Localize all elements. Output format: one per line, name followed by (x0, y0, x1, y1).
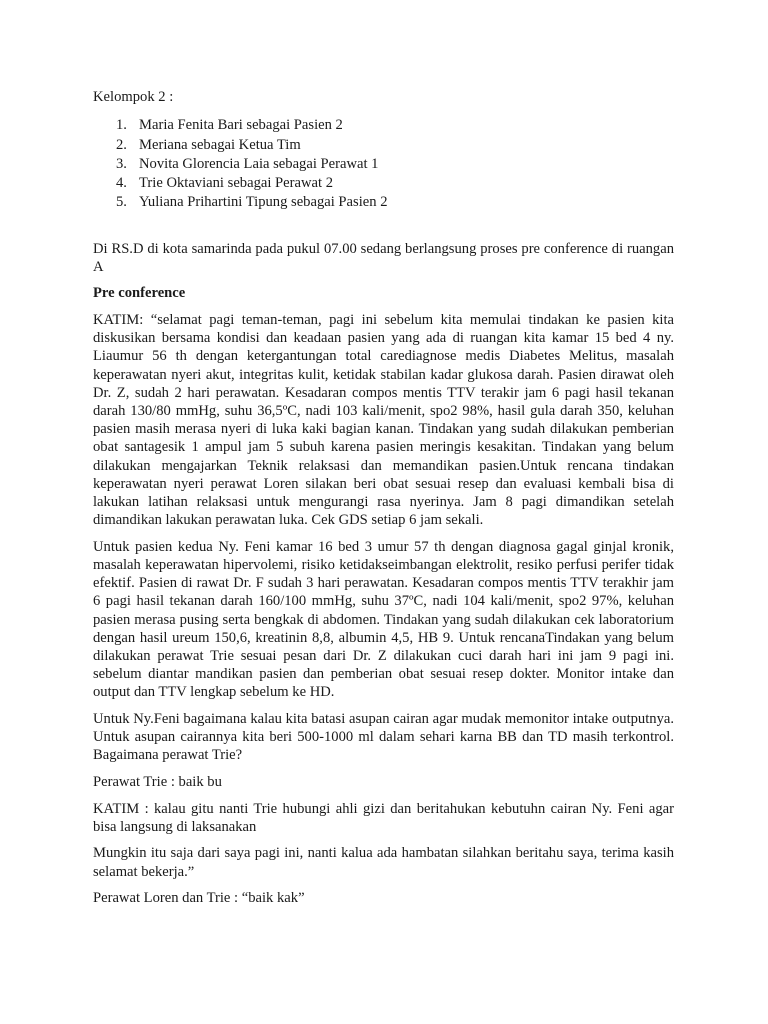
member-text: Meriana sebagai Ketua Tim (139, 136, 301, 153)
member-item (93, 155, 674, 173)
member-item (93, 174, 674, 192)
member-number: 4. (116, 175, 127, 192)
final-reply: Perawat Loren dan Trie : “baik kak” (93, 890, 305, 907)
member-number: 5. (116, 194, 127, 211)
member-item (93, 136, 674, 154)
member-number: 1. (116, 117, 127, 134)
katim-paragraph: KATIM: “selamat pagi teman-teman, pagi ini sebelum kita memulai tindakan ke pasien kita diskusikan bersama kondisi dan keadaan pasien yang ada di ruangan kita kamar 15 bed 4 ny. Liaumur 56 th dengan ketergantungan total carediagnose medis Diabetes Melitus, masalah keperawatan nyeri akut, integritas kulit, ketidak stabilan kadar glukosa darah. Pasien dirawat oleh Dr. Z, sudah 2 hari perawatan. Kesadaran compos mentis TTV terakir jam 6 pagi hasil tekanan darah 130/80 mmHg, suhu 36,5ºC, nadi 103 kali/menit, spo2 98%, hasil gula darah 350, keluhan pasien masih merasa nyeri di luka kaki bagian kanan. Tindakan yang sudah dilakukan pemberian obat santagesik 1 ampul jam 5 subuh karena pasien meringis kesakitan. Tindakan yang belum dilakukan mengajarkan Teknik relaksasi dan memandikan pasien.Untuk rencana tindakan keperawatan nyeri perawat Loren silakan beri obat sesuai resep dan evaluasi kembali bisa di lakukan latihan relaksasi untuk mengurangi rasa nyerinya. Jam 8 pagi dimandikan setelah dimandikan lakukan perawatan luka. Cek GDS setiap 6 jam sekali. (93, 311, 674, 529)
member-list (93, 116, 674, 211)
member-text: Yuliana Prihartini Tipung sebagai Pasien 2 (139, 194, 388, 211)
intro-paragraph: Di RS.D di kota samarinda pada pukul 07.00 sedang berlangsung proses pre conference di ruangan A (93, 240, 674, 275)
fluid-plan-paragraph: Untuk Ny.Feni bagaimana kalau kita batasi asupan cairan agar mudak memonitor intake outputnya. Untuk asupan cairannya kita beri 500-1000 ml dalam sehari karna BB dan TD masih terkontrol. Bagaimana perawat Trie? (93, 711, 674, 764)
member-item (93, 116, 674, 134)
member-text: Maria Fenita Bari sebagai Pasien 2 (139, 117, 343, 134)
group-title: Kelompok 2 : (93, 89, 174, 105)
katim-instruction-paragraph: KATIM : kalau gitu nanti Trie hubungi ahli gizi dan beritahukan kebutuhn cairan Ny. Feni agar bisa langsung di laksanakan (93, 800, 674, 835)
member-number: 3. (116, 155, 127, 172)
closing-paragraph: Mungkin itu saja dari saya pagi ini, nanti kalua ada hambatan silahkan beritahu saya, terima kasih selamat bekerja.” (93, 845, 674, 880)
second-patient-paragraph: Untuk pasien kedua Ny. Feni kamar 16 bed 3 umur 57 th dengan diagnosa gagal ginjal kronik, masalah keperawatan hipervolemi, risiko ketidakseimbangan elektrolit, resiko perfusi perifer tidak efektif. Pasien di rawat Dr. F sudah 3 hari perawatan. Kesadaran compos mentis TTV terakhir jam 6 pagi hasil tekanan darah 160/100 mmHg, suhu 37ºC, nadi 104 kali/menit, spo2 97%, keluhan pasien merasa pusing serta bengkak di abdomen. Tindakan yang sudah dilakukan cek laboratorium dengan hasil ureum 150,6, kreatinin 8,8, albumin 4,5, HB 9. Untuk rencanaTindakan yang belum dilakukan perawat Trie sesuai pesan dari Dr. Z dilakukan cuci darah hari ini jam 9 pagi ini. sebelum diantar mandikan pasien dan pemberian obat sesuai resep dokter. Monitor intake dan output dan TTV lengkap sebelum ke HD. (93, 538, 674, 701)
member-text: Novita Glorencia Laia sebagai Perawat 1 (139, 155, 379, 172)
member-number: 2. (116, 136, 127, 153)
section-heading: Pre conference (93, 285, 186, 302)
member-text: Trie Oktaviani sebagai Perawat 2 (139, 175, 333, 192)
member-item (93, 193, 674, 211)
trie-reply: Perawat Trie : baik bu (93, 774, 222, 791)
